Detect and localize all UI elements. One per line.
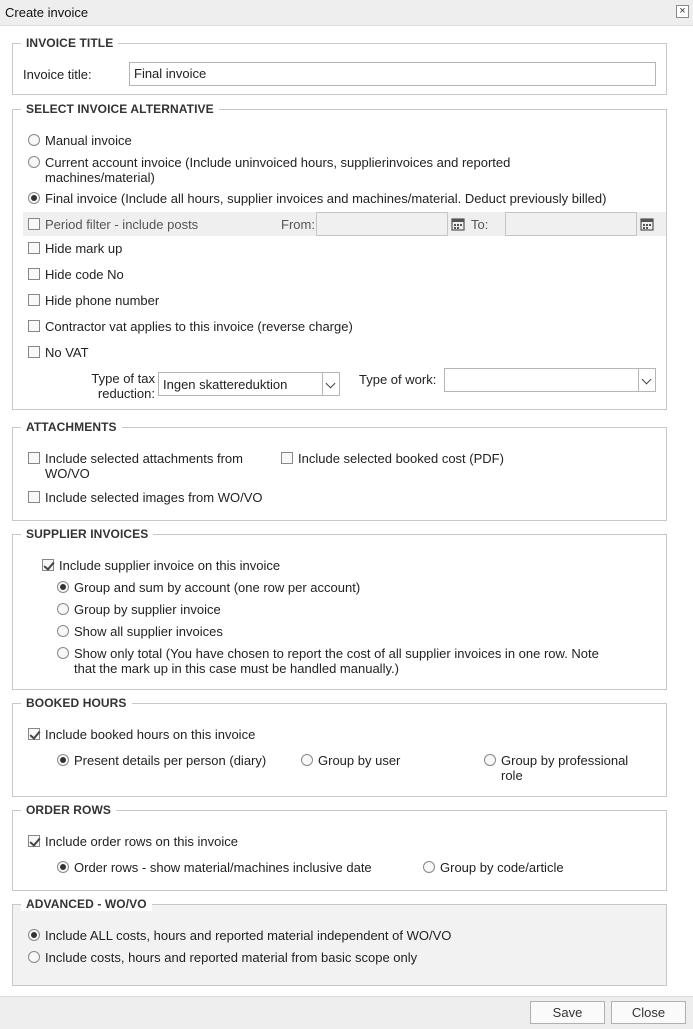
basic-scope-only-label: Include costs, hours and reported material from basic scope only	[45, 950, 418, 965]
booked-hours-group	[12, 696, 667, 797]
no-vat-checkbox[interactable]	[28, 346, 40, 358]
invoice-title-legend: INVOICE TITLE	[21, 36, 118, 50]
supplier-invoices-group	[12, 527, 667, 690]
dialog-footer	[0, 996, 693, 1029]
reverse-charge-label: Contractor vat applies to this invoice (reverse charge)	[45, 319, 353, 334]
include-attachments-label: Include selected attachments from WO/VO	[45, 451, 243, 481]
include-booked-cost-label: Include selected booked cost (PDF)	[298, 451, 504, 466]
include-supplier-invoice-label: Include supplier invoice on this invoice	[59, 558, 281, 573]
invoice-alternative-legend: SELECT INVOICE ALTERNATIVE	[21, 102, 219, 116]
reverse-charge-checkbox[interactable]	[28, 320, 40, 332]
include-all-costs-radio[interactable]	[28, 929, 40, 941]
chevron-down-icon[interactable]	[638, 368, 656, 392]
hide-mark-up-label: Hide mark up	[45, 241, 123, 256]
type-of-work-select[interactable]	[444, 368, 639, 392]
group-by-user-radio[interactable]	[301, 754, 313, 766]
close-button[interactable]: Close	[611, 1001, 686, 1024]
present-details-per-person-label: Present details per person (diary)	[74, 753, 267, 768]
hide-mark-up-checkbox[interactable]	[28, 242, 40, 254]
group-sum-by-account-radio[interactable]	[57, 581, 69, 593]
include-order-rows-checkbox[interactable]	[28, 835, 40, 847]
include-booked-hours-label: Include booked hours on this invoice	[45, 727, 256, 742]
from-date-input[interactable]	[316, 212, 448, 236]
show-only-total-radio[interactable]	[57, 647, 69, 659]
group-by-user-label: Group by user	[318, 753, 401, 768]
group-by-professional-role-radio[interactable]	[484, 754, 496, 766]
dialog-content	[0, 27, 693, 996]
hide-phone-number-label: Hide phone number	[45, 293, 160, 308]
order-rows-group	[12, 803, 667, 891]
no-vat-label: No VAT	[45, 345, 89, 360]
period-filter-label: Period filter - include posts	[45, 217, 199, 232]
booked-hours-legend: BOOKED HOURS	[21, 696, 132, 710]
group-by-code-article-radio[interactable]	[423, 861, 435, 873]
include-booked-hours-checkbox[interactable]	[28, 728, 40, 740]
include-supplier-invoice-checkbox[interactable]	[42, 559, 54, 571]
group-sum-by-account-label: Group and sum by account (one row per account)	[74, 580, 361, 595]
show-all-supplier-invoices-label: Show all supplier invoices	[74, 624, 223, 639]
hide-code-no-label: Hide code No	[45, 267, 124, 282]
group-by-professional-role-label: Group by professional role	[501, 753, 629, 783]
basic-scope-only-radio[interactable]	[28, 951, 40, 963]
final-invoice-radio[interactable]	[28, 192, 40, 204]
calendar-icon[interactable]	[451, 217, 465, 231]
attachments-legend: ATTACHMENTS	[21, 420, 122, 434]
period-filter-row	[23, 212, 666, 236]
advanced-group	[12, 897, 667, 986]
from-label: From:	[281, 217, 315, 232]
present-details-per-person-radio[interactable]	[57, 754, 69, 766]
manual-invoice-label: Manual invoice	[45, 133, 132, 148]
title-bar	[0, 0, 693, 26]
order-rows-inclusive-date-label: Order rows - show material/machines inclusive date	[74, 860, 372, 875]
dialog-title: Create invoice	[5, 5, 89, 20]
invoice-title-group	[12, 36, 667, 95]
include-booked-cost-checkbox[interactable]	[281, 452, 293, 464]
period-filter-checkbox[interactable]	[28, 218, 40, 230]
hide-code-no-checkbox[interactable]	[28, 268, 40, 280]
final-invoice-label: Final invoice (Include all hours, supplier invoices and machines/material. Deduct previously billed)	[45, 191, 607, 206]
tax-reduction-select[interactable]: Ingen skattereduktion	[158, 372, 323, 396]
group-by-supplier-invoice-label: Group by supplier invoice	[74, 602, 221, 617]
include-images-label: Include selected images from WO/VO	[45, 490, 263, 505]
to-label: To:	[471, 217, 489, 232]
include-attachments-checkbox[interactable]	[28, 452, 40, 464]
advanced-legend: ADVANCED - WO/VO	[21, 897, 152, 911]
include-images-checkbox[interactable]	[28, 491, 40, 503]
include-all-costs-label: Include ALL costs, hours and reported material independent of WO/VO	[45, 928, 452, 943]
save-button[interactable]: Save	[530, 1001, 605, 1024]
manual-invoice-radio[interactable]	[28, 134, 40, 146]
show-all-supplier-invoices-radio[interactable]	[57, 625, 69, 637]
show-only-total-label: Show only total (You have chosen to report the cost of all supplier invoices in one row. Note that the mark up in this case must be handled manually.)	[74, 646, 599, 676]
calendar-icon[interactable]	[640, 217, 654, 231]
order-rows-inclusive-date-radio[interactable]	[57, 861, 69, 873]
type-of-work-label: Type of work:	[359, 372, 437, 387]
group-by-supplier-invoice-radio[interactable]	[57, 603, 69, 615]
supplier-invoices-legend: SUPPLIER INVOICES	[21, 527, 153, 541]
close-icon[interactable]: ×	[676, 5, 689, 18]
tax-reduction-label: Type of tax reduction:	[91, 371, 155, 401]
current-account-invoice-radio[interactable]	[28, 156, 40, 168]
hide-phone-number-checkbox[interactable]	[28, 294, 40, 306]
attachments-group	[12, 420, 667, 521]
invoice-alternative-group	[12, 102, 667, 410]
group-by-code-article-label: Group by code/article	[440, 860, 564, 875]
order-rows-legend: ORDER ROWS	[21, 803, 116, 817]
invoice-title-input[interactable]: Final invoice	[129, 62, 656, 86]
include-order-rows-label: Include order rows on this invoice	[45, 834, 238, 849]
current-account-invoice-label: Current account invoice (Include uninvoiced hours, supplierinvoices and reported machines/material)	[45, 155, 511, 185]
invoice-title-label: Invoice title:	[23, 67, 92, 82]
chevron-down-icon[interactable]	[322, 372, 340, 396]
to-date-input[interactable]	[505, 212, 637, 236]
